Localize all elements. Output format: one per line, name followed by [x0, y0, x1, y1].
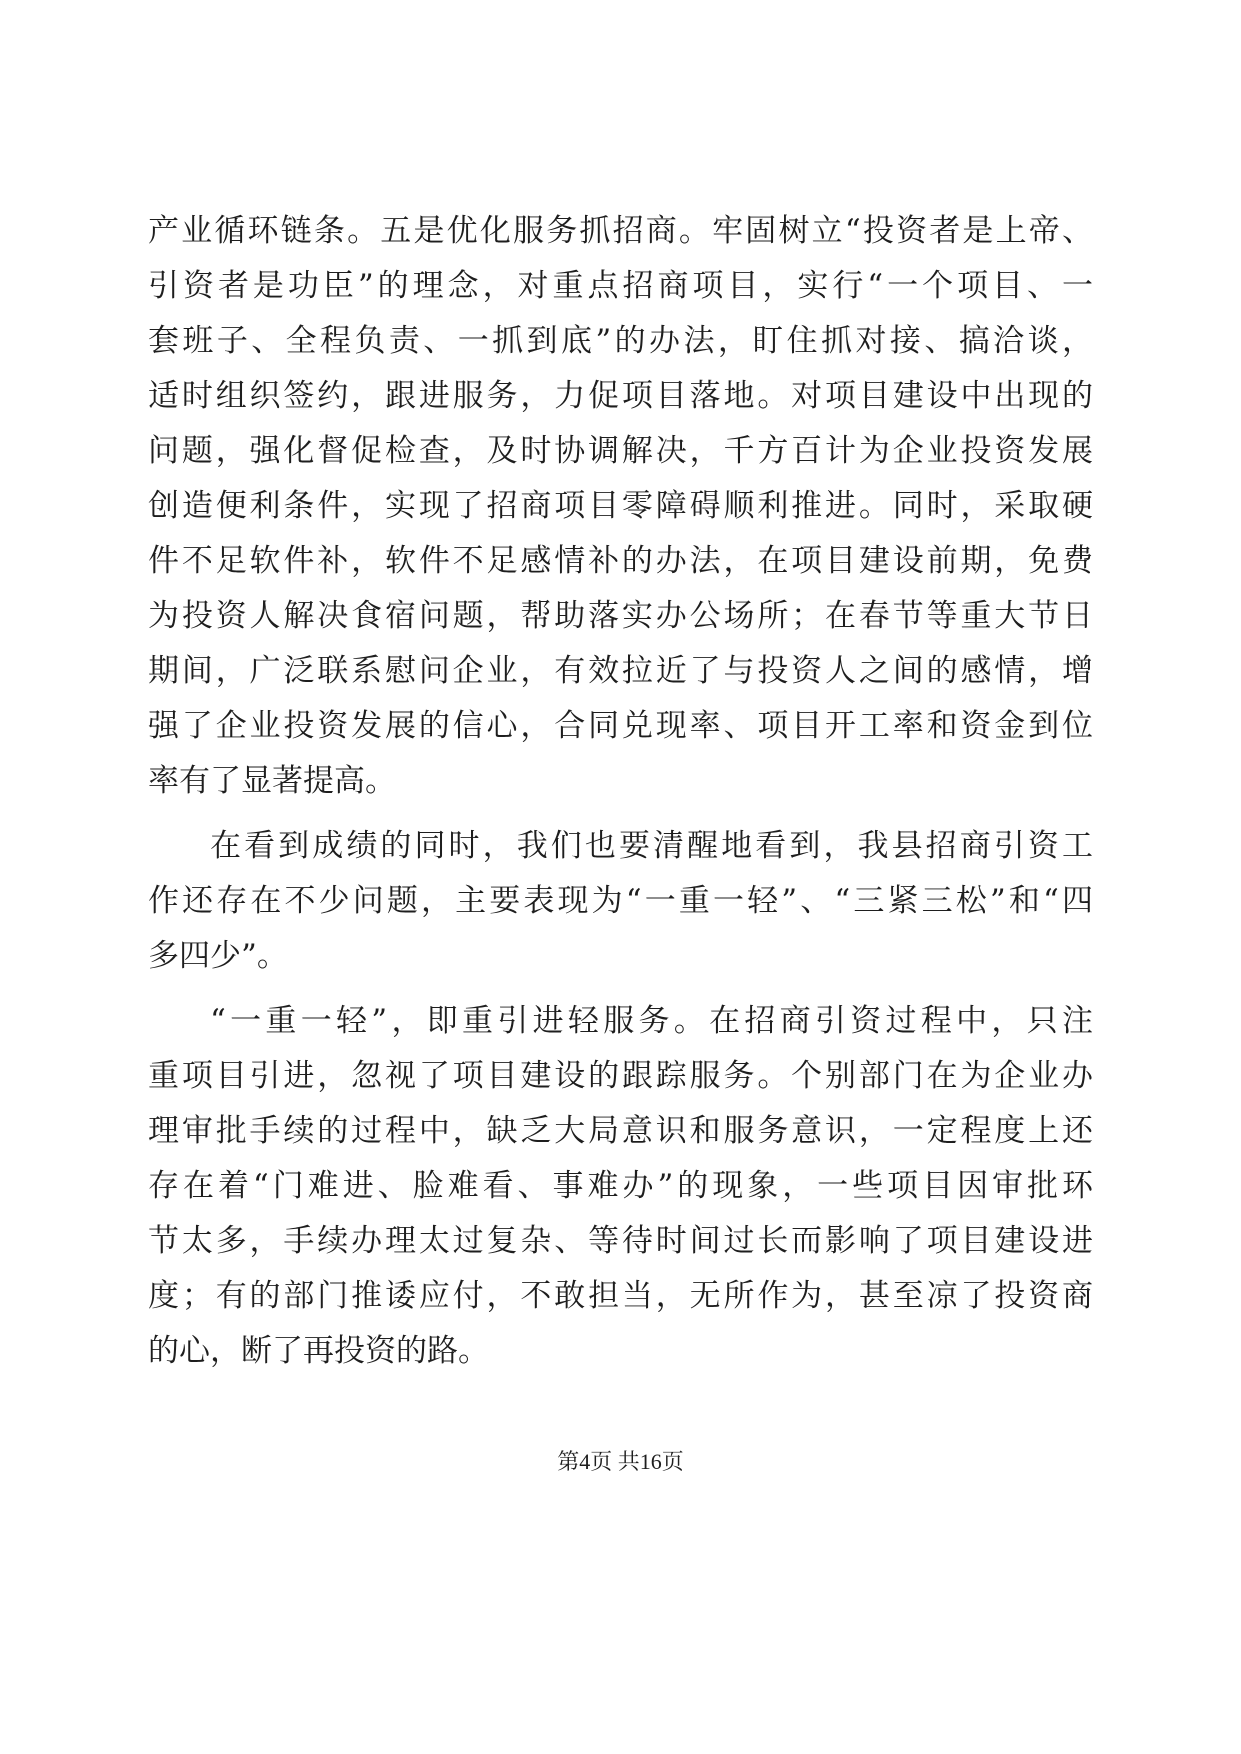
text-line: 率有了显著提高。	[148, 763, 396, 799]
text-line: 套班子、全程负责、一抓到底”的办法，盯住抓对接、搞洽谈，	[148, 323, 1093, 359]
text-line: 为投资人解决食宿问题，帮助落实办公场所；在春节等重大节日	[148, 598, 1093, 634]
text-line: 在看到成绩的同时，我们也要清醒地看到，我县招商引资工	[210, 828, 1093, 864]
text-line: 强了企业投资发展的信心，合同兑现率、项目开工率和资金到位	[148, 708, 1093, 744]
text-line: 重项目引进，忽视了项目建设的跟踪服务。个别部门在为企业办	[148, 1058, 1093, 1094]
text-line: 节太多，手续办理太过复杂、等待时间过长而影响了项目建设进	[148, 1223, 1093, 1259]
text-line: 的心，断了再投资的路。	[148, 1333, 489, 1369]
text-line: 存在着“门难进、脸难看、事难办”的现象，一些项目因审批环	[148, 1168, 1093, 1204]
paragraph	[148, 819, 1093, 984]
paragraph	[148, 994, 1093, 1379]
text-line: 度；有的部门推诿应付，不敢担当，无所作为，甚至凉了投资商	[148, 1278, 1093, 1314]
text-line: “一重一轻”，即重引进轻服务。在招商引资过程中，只注	[210, 1003, 1093, 1039]
text-line: 问题，强化督促检查，及时协调解决，千方百计为企业投资发展	[148, 433, 1093, 469]
text-line: 期间，广泛联系慰问企业，有效拉近了与投资人之间的感情，增	[148, 653, 1093, 689]
text-line: 件不足软件补，软件不足感情补的办法，在项目建设前期，免费	[148, 543, 1093, 579]
paragraph	[148, 204, 1093, 809]
document-body	[148, 204, 1093, 1379]
text-line: 产业循环链条。五是优化服务抓招商。牢固树立“投资者是上帝、	[148, 213, 1093, 249]
text-line: 引资者是功臣”的理念，对重点招商项目，实行“一个项目、一	[148, 268, 1093, 304]
text-line: 创造便利条件，实现了招商项目零障碍顺利推进。同时，采取硬	[148, 488, 1093, 524]
text-line: 适时组织签约，跟进服务，力促项目落地。对项目建设中出现的	[148, 378, 1093, 414]
text-line: 多四少”。	[148, 938, 288, 974]
text-line: 作还存在不少问题，主要表现为“一重一轻”、“三紧三松”和“四	[148, 883, 1093, 919]
page-number-footer: 第4页 共16页	[557, 1449, 684, 1474]
text-line: 理审批手续的过程中，缺乏大局意识和服务意识，一定程度上还	[148, 1113, 1093, 1149]
